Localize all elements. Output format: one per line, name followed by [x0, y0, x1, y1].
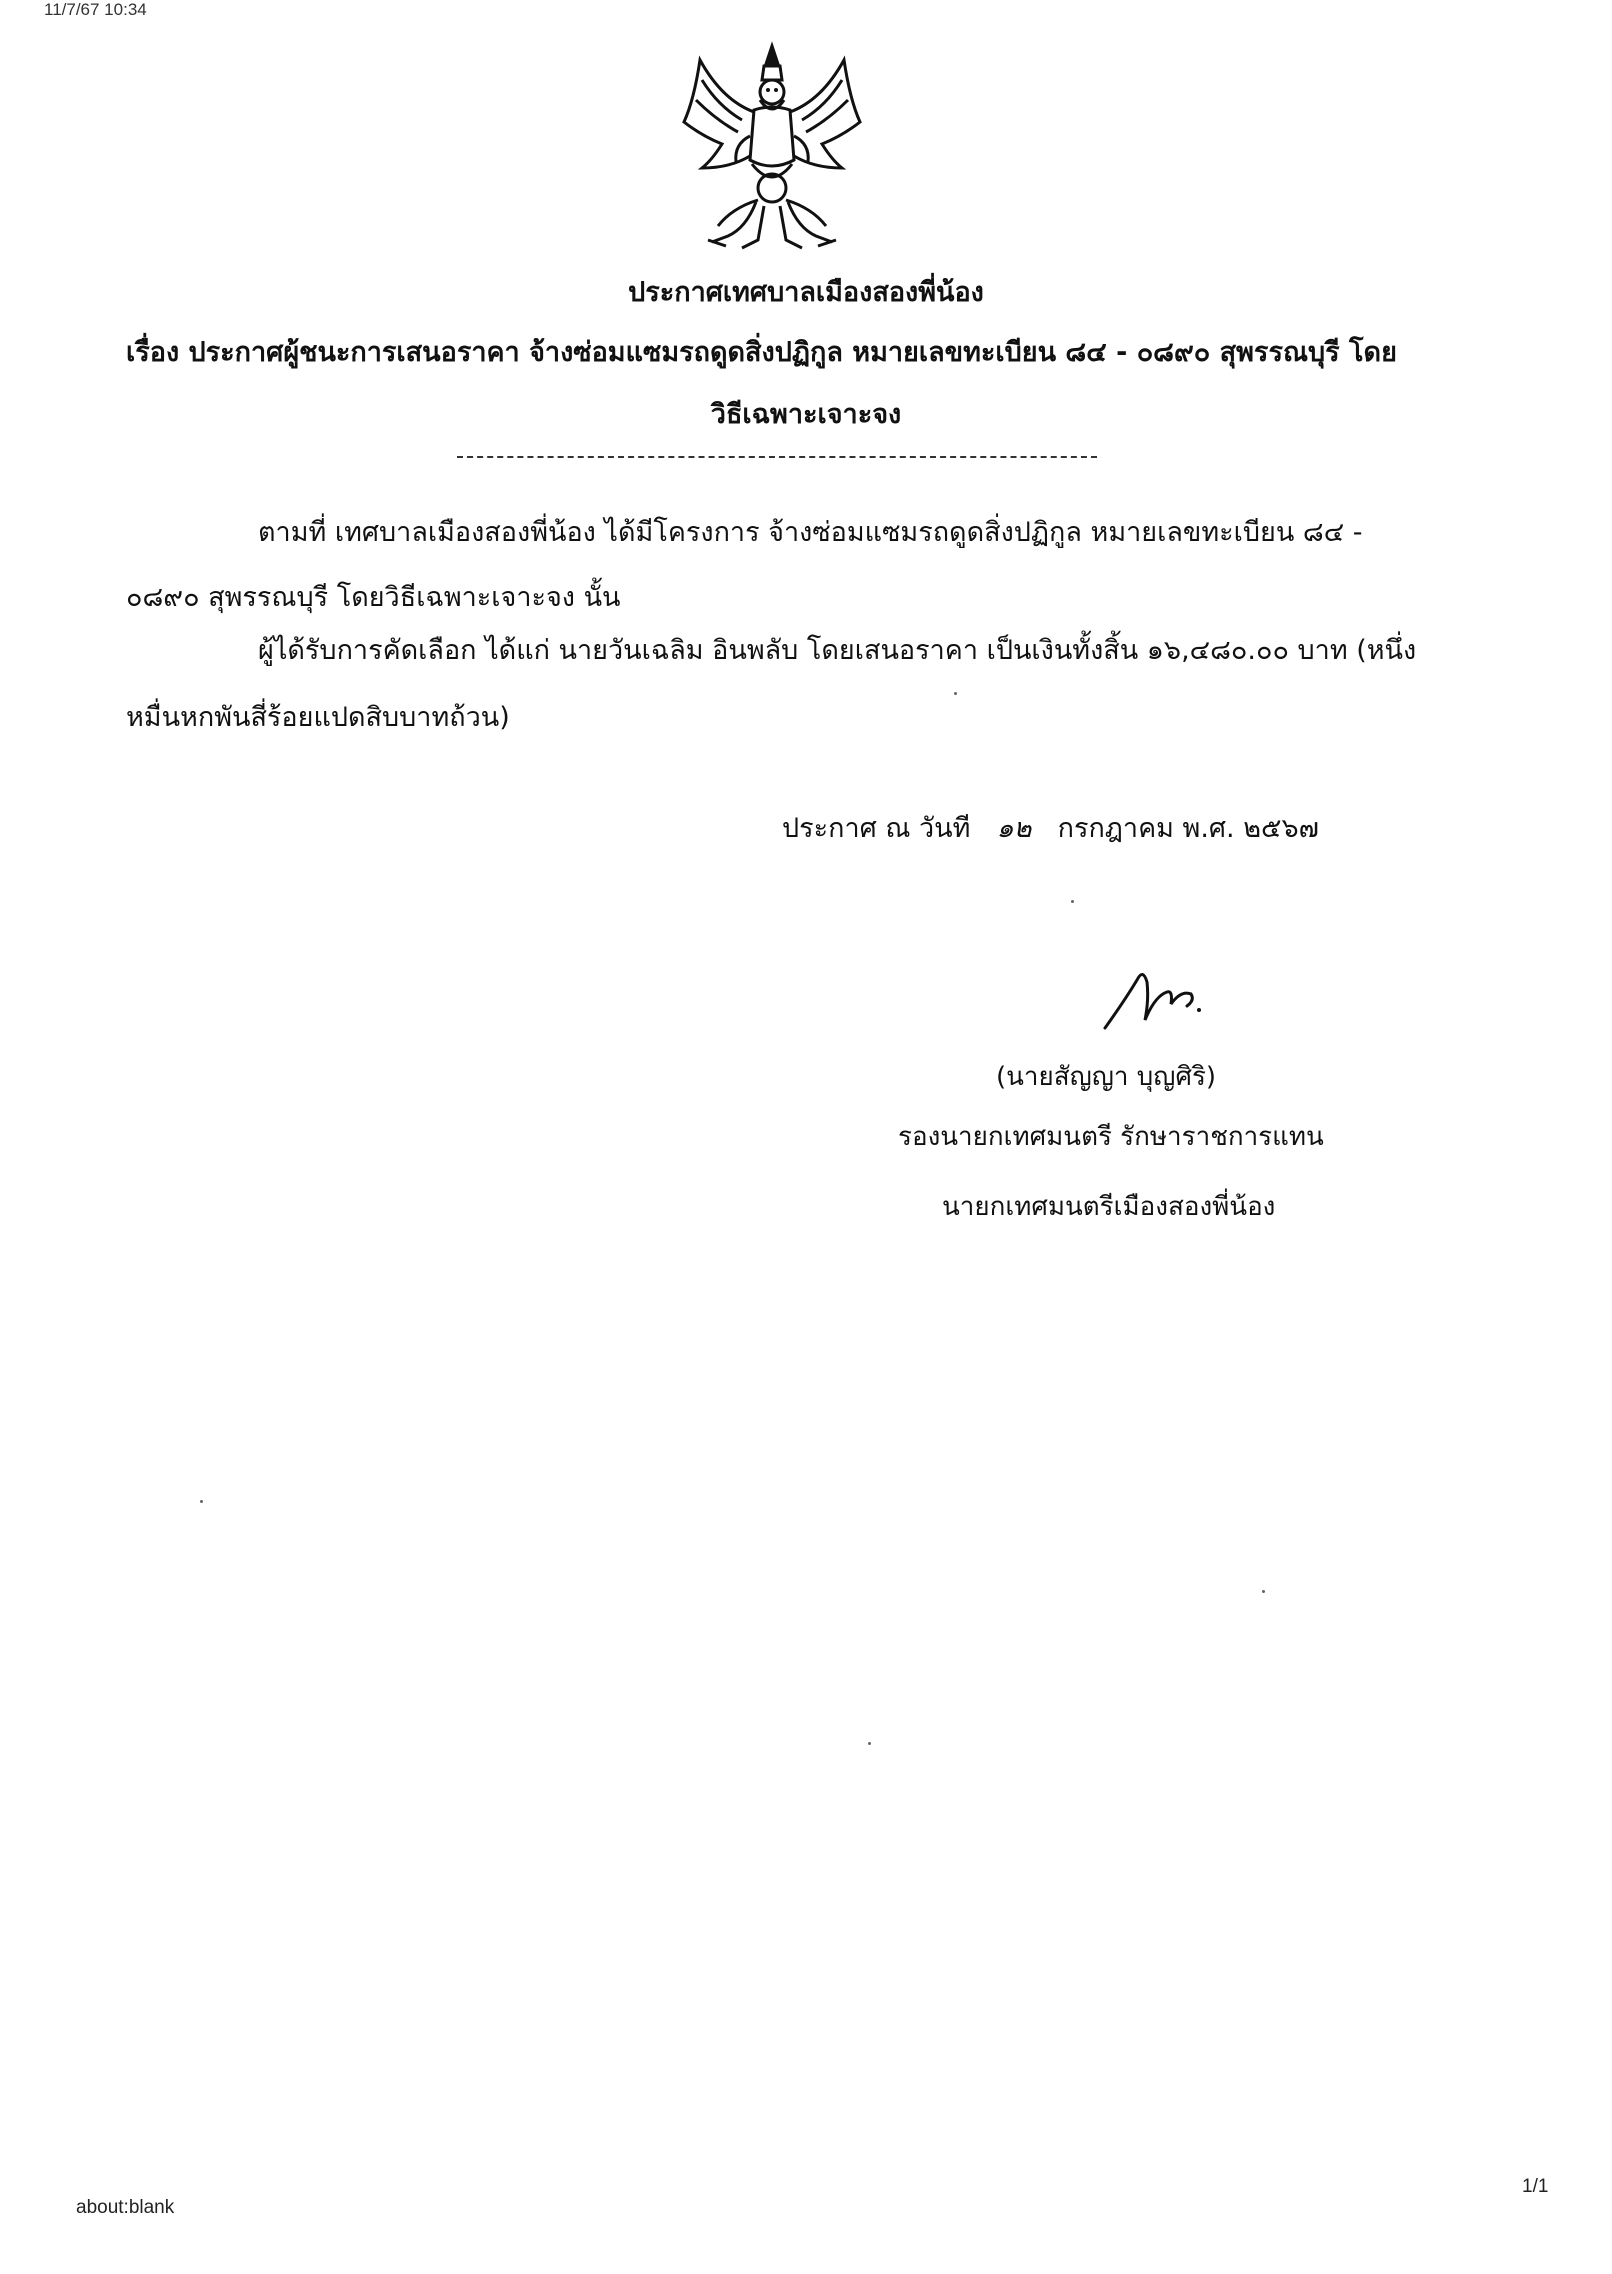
- paragraph-2-line-2: หมื่นหกพันสี่ร้อยแปดสิบบาทถ้วน): [126, 702, 510, 733]
- announce-prefix: ประกาศ ณ วันที: [782, 813, 971, 844]
- paragraph-2-line-1: ผู้ได้รับการคัดเลือก ได้แก่ นายวันเฉลิม อินพลับ โดยเสนอราคา เป็นเงินทั้งสิ้น ๑๖,๔๘๐.๐๐ บาท (หนึ่ง: [258, 635, 1417, 666]
- print-footer-url: about:blank: [76, 2197, 175, 2218]
- subject-line-2: วิธีเฉพาะเจาะจง: [710, 399, 902, 430]
- signer-name: (นายสัญญา บุญศิริ): [996, 1062, 1217, 1092]
- print-datetime: 11/7/67 10:34: [44, 0, 147, 19]
- subject-line-1: เรื่อง ประกาศผู้ชนะการเสนอราคา จ้างซ่อมแซมรถดูดสิ่งปฏิกูล หมายเลขทะเบียน ๘๔ - ๐๘๙๐ สุพรรณบุรี โดย: [126, 337, 1397, 368]
- garuda-emblem-icon: [672, 40, 872, 255]
- scan-speck: [200, 1500, 203, 1503]
- paragraph-1-line-1: ตามที่ เทศบาลเมืองสองพี่น้อง ได้มีโครงการ จ้างซ่อมแซมรถดูดสิ่งปฏิกูล หมายเลขทะเบียน ๘๔ -: [258, 517, 1363, 548]
- signer-position-2: นายกเทศมนตรีเมืองสองพี่น้อง: [942, 1192, 1276, 1222]
- print-footer-page: 1/1: [1522, 2176, 1549, 2197]
- scan-speck: [1262, 1590, 1265, 1593]
- announcement-date: [782, 806, 1319, 849]
- scan-speck: [1071, 900, 1074, 903]
- handwritten-signature-icon: [1095, 960, 1215, 1040]
- scan-speck: [868, 1742, 871, 1745]
- signer-position-1: รองนายกเทศมนตรี รักษาราชการแทน: [898, 1122, 1324, 1152]
- dashed-divider: [457, 456, 1097, 458]
- announce-month-year: กรกฎาคม พ.ศ. ๒๕๖๗: [1057, 813, 1319, 844]
- scan-speck: [954, 692, 957, 695]
- paragraph-1-line-2: ๐๘๙๐ สุพรรณบุรี โดยวิธีเฉพาะเจาะจง นั้น: [126, 582, 621, 613]
- announce-day: ๑๒: [996, 813, 1032, 844]
- document-title: ประกาศเทศบาลเมืองสองพี่น้อง: [628, 277, 984, 308]
